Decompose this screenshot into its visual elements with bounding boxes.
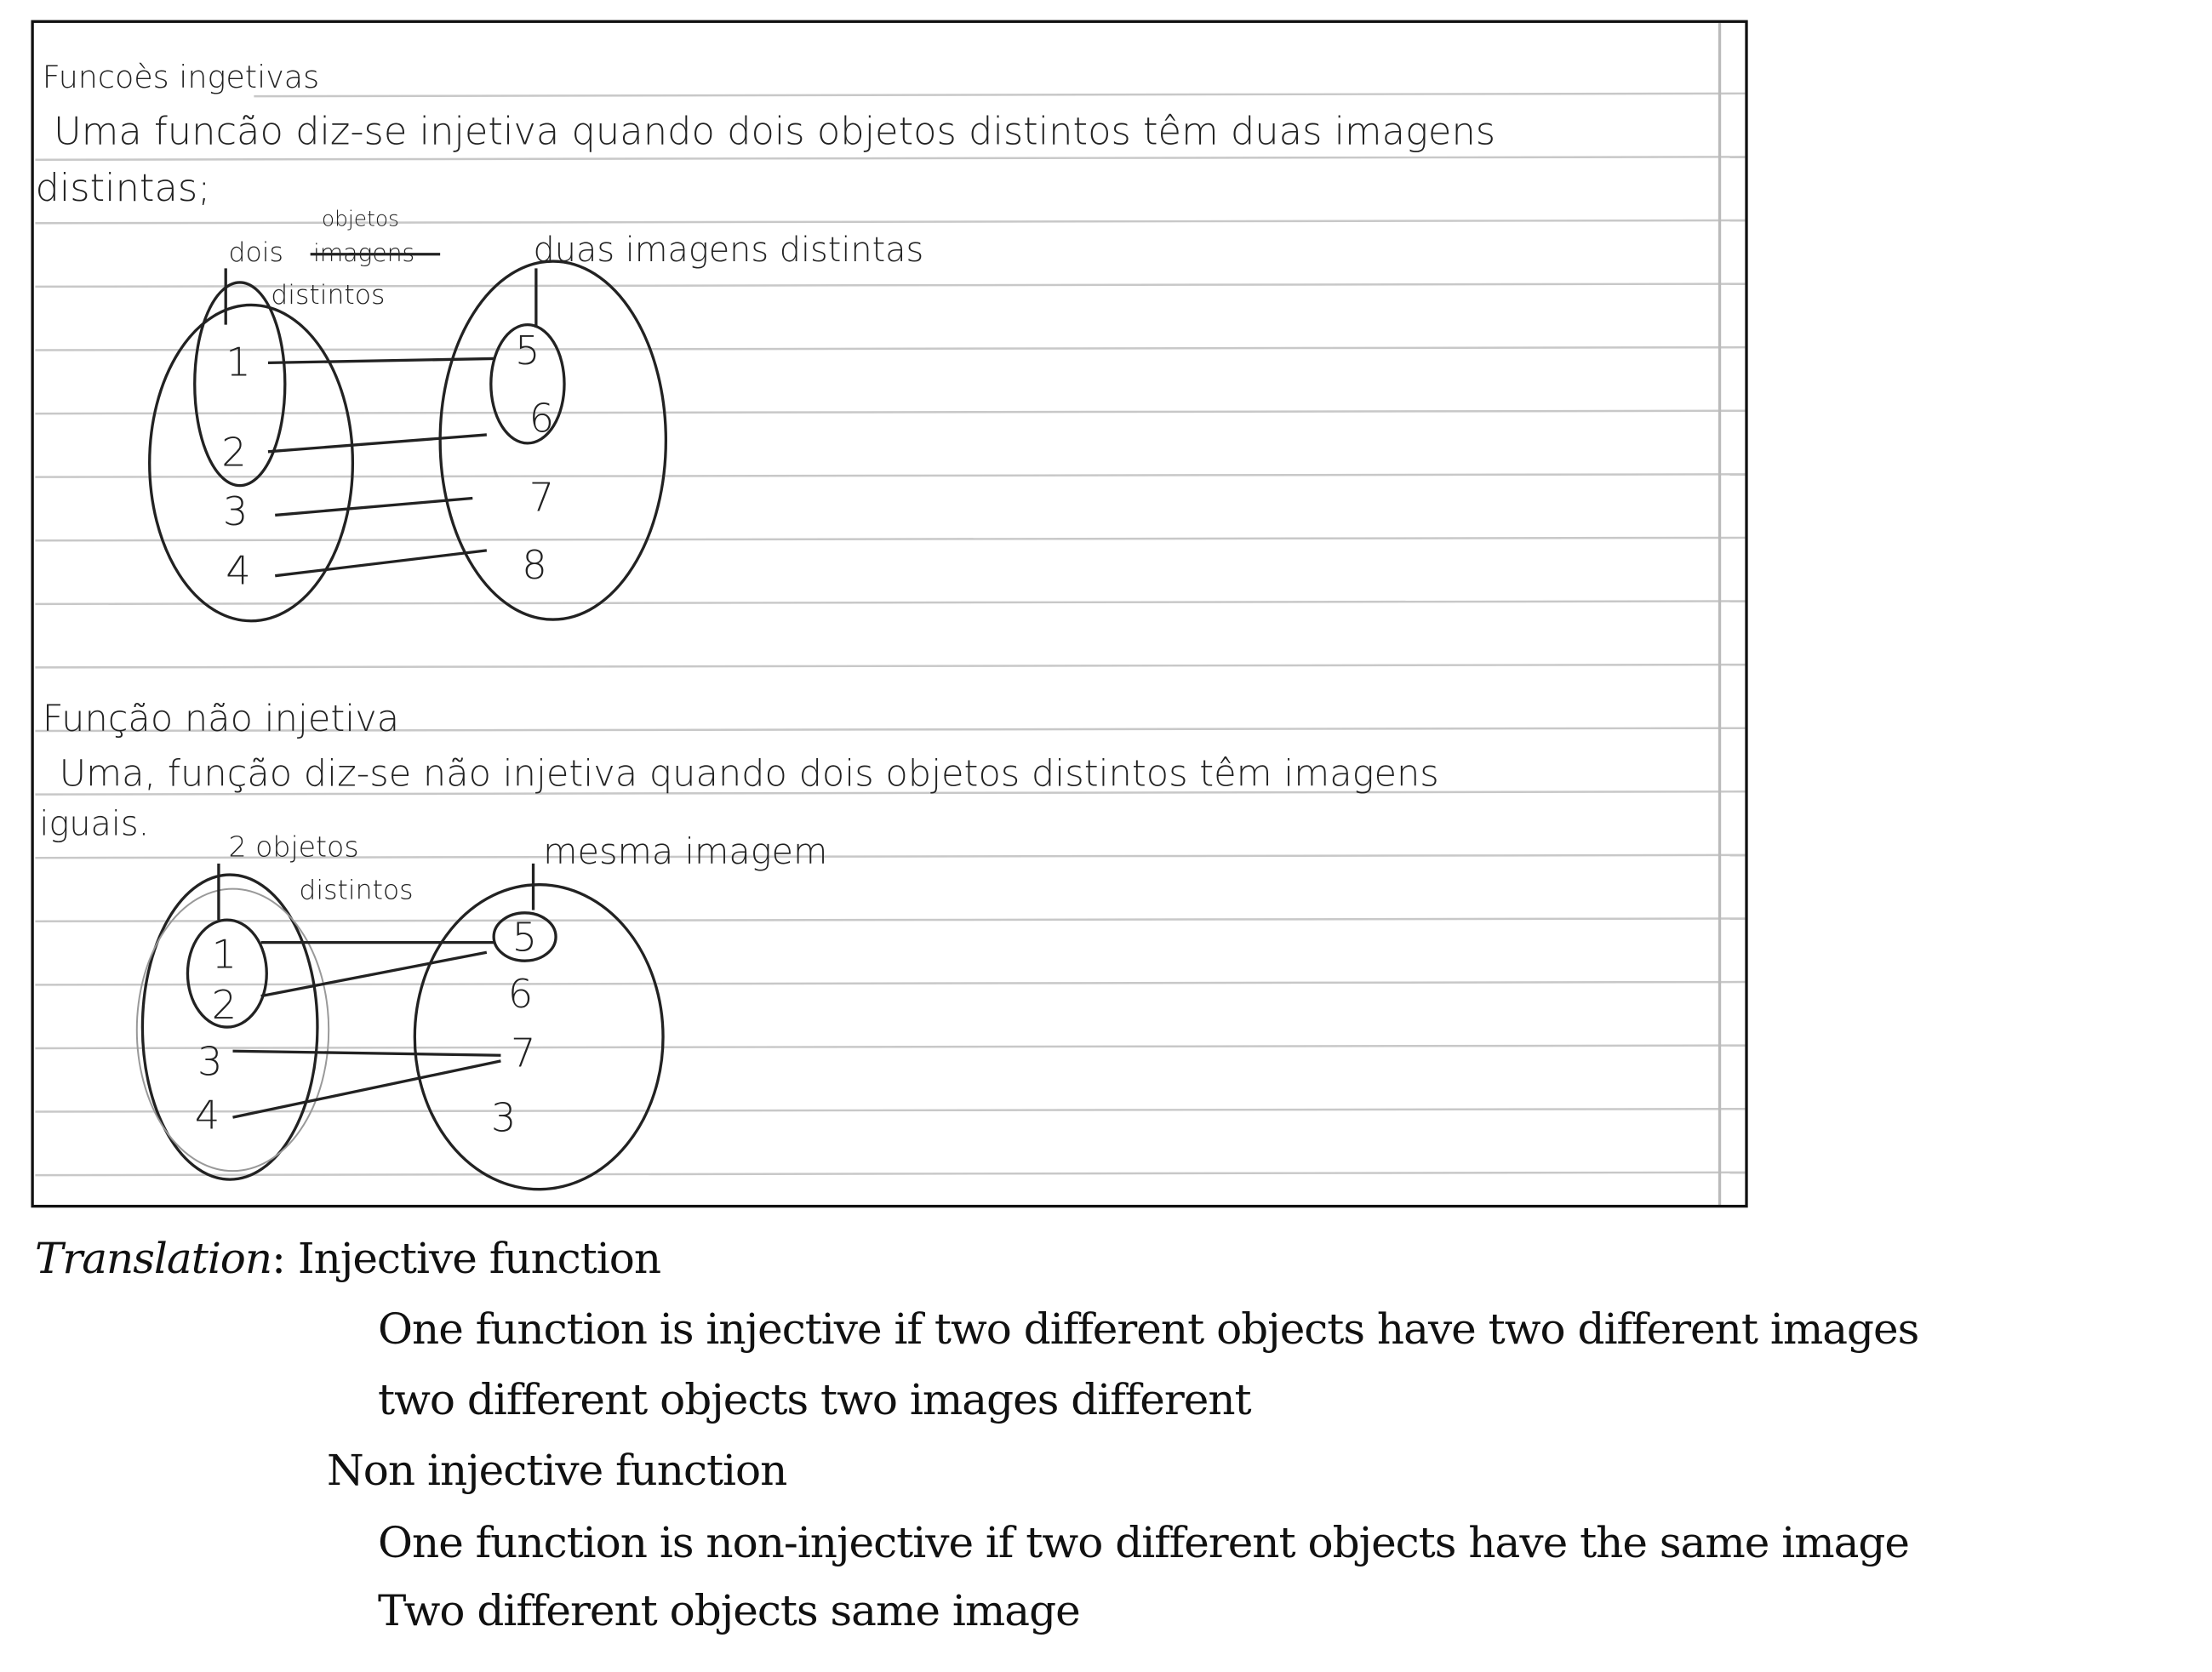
label-mesma-imagem: mesma imagem: [543, 830, 828, 872]
ruled-line: [35, 220, 1745, 223]
section2-title: Função não injetiva: [42, 698, 400, 741]
heading1-text: Injective function: [297, 1234, 661, 1283]
label-distintos-2: distintos: [299, 875, 414, 906]
section2-line2: iguais.: [39, 804, 150, 844]
label-2-objetos: 2 objetos: [228, 830, 359, 864]
section1-line2: distintas;: [35, 164, 211, 210]
label-imagens-struck: imagens: [312, 239, 415, 268]
ruled-line: [35, 1046, 1745, 1048]
section2-line1: Uma, função diz-se não injetiva quando dois objetos distintos têm imagens: [59, 752, 1439, 796]
codomain-element: 5: [514, 328, 540, 374]
ruled-line: [254, 94, 1745, 96]
photo-border: [32, 21, 1746, 1206]
label-objetos: objetos: [321, 206, 400, 231]
codomain-element: 6: [529, 395, 555, 442]
domain-element: 1: [226, 339, 251, 385]
ruled-line: [35, 157, 1745, 159]
translation-heading1: Translation: Injective function: [35, 1234, 661, 1283]
translation-line3: One function is non-injective if two different objects have the same image: [378, 1518, 1910, 1567]
codomain-element: 5: [512, 914, 538, 961]
domain-element: 3: [222, 488, 249, 535]
translation-heading2: Non injective function: [327, 1446, 787, 1495]
domain-element: 4: [194, 1092, 220, 1138]
domain-element: 3: [197, 1038, 223, 1085]
ruled-line: [35, 982, 1745, 984]
codomain-element: 6: [507, 970, 534, 1017]
translation-line1: One function is injective if two different objects have two different images: [378, 1304, 1919, 1354]
codomain-element: 3: [490, 1094, 517, 1141]
label-distintos: distintos: [271, 279, 386, 311]
domain-element: 1: [211, 931, 237, 978]
domain-element: 2: [211, 982, 237, 1029]
ruled-line: [35, 538, 1745, 540]
ruled-line: [35, 474, 1745, 476]
translation-line2: two different objects two images different: [378, 1375, 1251, 1424]
label-dois: dois: [228, 237, 283, 269]
section1-line1: Uma funcão diz-se injetiva quando dois objetos distintos têm duas imagens: [53, 108, 1496, 154]
domain-element: 4: [226, 547, 251, 594]
ruled-line: [35, 602, 1745, 604]
label-duas-imagens: duas imagens distintas: [533, 231, 924, 271]
translation-line4: Two different objects same image: [378, 1586, 1080, 1635]
translation-label: Translation: [35, 1234, 272, 1283]
codomain-element: 7: [511, 1030, 536, 1076]
section1-title: Funcoès ingetivas: [42, 59, 320, 96]
ruled-line: [35, 411, 1745, 414]
ruled-line: [35, 1109, 1745, 1111]
ruled-line: [35, 1173, 1745, 1175]
codomain-element: 7: [529, 474, 555, 521]
ruled-line: [35, 665, 1745, 667]
ruled-line: [35, 347, 1745, 350]
codomain-element: 8: [522, 542, 547, 589]
domain-element: 2: [221, 429, 247, 476]
